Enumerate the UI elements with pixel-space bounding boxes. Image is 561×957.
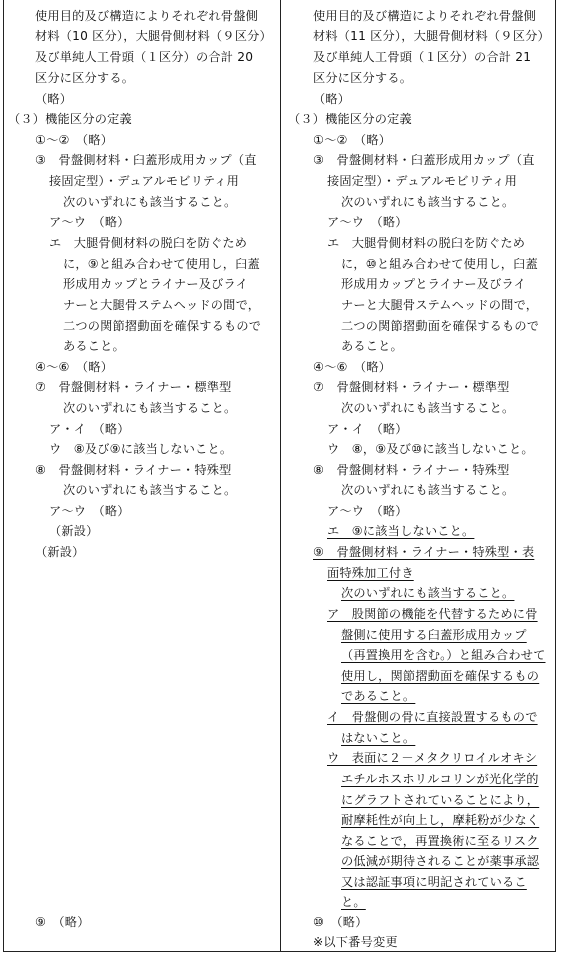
right-line: 二つの関節摺動面を確保するもので	[341, 319, 540, 333]
column-divider	[280, 0, 281, 952]
right-line: ⑧ 骨盤側材料・ライナー・特殊型	[313, 463, 510, 477]
right-line-new: はないこと。	[341, 731, 416, 745]
right-line: ナーと大腿骨ステムヘッドの間で，	[341, 298, 539, 312]
left-line: （３）機能区分の定義	[8, 112, 132, 126]
right-line: 次のいずれにも該当すること。	[341, 401, 515, 415]
right-line-new: ア 股関節の機能を代替するために骨	[327, 607, 538, 621]
left-line: ア・イ （略）	[49, 422, 130, 436]
left-line: 次のいずれにも該当すること。	[63, 195, 237, 209]
left-line: エ 大腿骨側材料の脱臼を防ぐため	[49, 236, 248, 250]
right-line-new: と。	[341, 895, 366, 909]
right-line: 使用目的及び構造によりそれぞれ骨盤側	[313, 9, 536, 23]
right-line: ①～② （略）	[313, 133, 392, 147]
left-line: （新設）	[49, 524, 99, 538]
right-line: （略）	[313, 92, 351, 106]
left-line: ア～ウ （略）	[49, 215, 130, 229]
right-line-new: ⑨ 骨盤側材料・ライナー・特殊型・表	[313, 545, 535, 559]
left-line: 区分に区分する。	[35, 71, 135, 85]
right-line-new: にグラフトされていることにより，	[341, 793, 540, 807]
left-line: 次のいずれにも該当すること。	[63, 483, 237, 497]
right-line-new: （再置換用を含む。）と組み合わせて	[341, 648, 546, 662]
right-line: あること。	[341, 339, 403, 353]
left-line: ⑨ （略）	[35, 915, 90, 929]
right-line: ※以下番号変更	[313, 935, 398, 949]
right-line-new: であること。	[341, 689, 416, 703]
right-line: エ 大腿骨側材料の脱臼を防ぐため	[327, 236, 526, 250]
left-line: ③ 骨盤側材料・臼蓋形成用カップ（直	[35, 153, 257, 167]
right-line-new: エチルホスホリルコリンが光化学的	[341, 772, 539, 786]
right-line: ③ 骨盤側材料・臼蓋形成用カップ（直	[313, 153, 535, 167]
right-line: 接固定型）・デュアルモビリティ用	[327, 174, 518, 188]
left-line: ア～ウ （略）	[49, 504, 130, 518]
right-line-new: 耐摩耗性が向上し，摩耗粉が少なく	[341, 813, 540, 827]
right-line: ア・イ （略）	[327, 422, 408, 436]
right-line-new: エ ⑨に該当しないこと。	[327, 524, 475, 538]
right-line-new: 使用し，関節摺動面を確保するもの	[341, 669, 540, 683]
right-line: 次のいずれにも該当すること。	[341, 483, 515, 497]
right-line: ア～ウ （略）	[327, 504, 408, 518]
right-line: （３）機能区分の定義	[288, 112, 412, 126]
left-line: ⑦ 骨盤側材料・ライナー・標準型	[35, 380, 232, 394]
left-line: に，⑨と組み合わせて使用し，臼蓋	[63, 257, 260, 271]
left-line: （新設）	[35, 545, 85, 559]
left-line: ④～⑥ （略）	[35, 360, 114, 374]
left-line: 及び単純人工骨頭（１区分）の合計 20	[35, 50, 254, 64]
left-line: ウ ⑧及び⑨に該当しないこと。	[49, 442, 233, 456]
left-line: 使用目的及び構造によりそれぞれ骨盤側	[35, 9, 258, 23]
right-line-new: の低減が期待されることが薬事承認	[341, 854, 540, 868]
left-line: ⑧ 骨盤側材料・ライナー・特殊型	[35, 463, 232, 477]
right-line-new: 面特殊加工付き	[327, 566, 414, 580]
right-line: ア～ウ （略）	[327, 215, 408, 229]
left-line: 次のいずれにも該当すること。	[63, 401, 237, 415]
left-line: ナーと大腿骨ステムヘッドの間で，	[63, 298, 261, 312]
right-line: 形成用カップとライナー及びライ	[341, 277, 526, 291]
right-line: 区分に区分する。	[313, 71, 413, 85]
left-line: 形成用カップとライナー及びライ	[63, 277, 248, 291]
left-line: 材料（10 区分），大腿骨側材料（９区分）	[35, 29, 272, 43]
right-line-new: なることで，再置換術に至るリスク	[341, 834, 539, 848]
right-line: 及び単純人工骨頭（１区分）の合計 21	[313, 50, 532, 64]
right-line: 次のいずれにも該当すること。	[341, 195, 515, 209]
right-line: ④～⑥ （略）	[313, 360, 392, 374]
right-line: ⑦ 骨盤側材料・ライナー・標準型	[313, 380, 510, 394]
left-line: 二つの関節摺動面を確保するもので	[63, 319, 262, 333]
right-line-new: 又は認証事項に明記されているこ	[341, 875, 527, 889]
right-line-new: イ 骨盤側の骨に直接設置するもので	[327, 710, 538, 724]
right-line-new: 盤側に使用する臼蓋形成用カップ	[341, 628, 527, 642]
right-line: 材料（11 区分），大腿骨側材料（９区分）	[313, 29, 550, 43]
right-line: ⑩ （略）	[313, 915, 368, 929]
left-line: あること。	[63, 339, 125, 353]
right-line-new: 次のいずれにも該当すること。	[341, 586, 515, 600]
right-line: ウ ⑧，⑨及び⑩に該当しないこと。	[327, 442, 534, 456]
right-line: に，⑩と組み合わせて使用し，臼蓋	[341, 257, 538, 271]
left-line: （略）	[35, 92, 73, 106]
left-line: ①～② （略）	[35, 133, 114, 147]
left-line: 接固定型）・デュアルモビリティ用	[49, 174, 240, 188]
right-line-new: ウ 表面に２－メタクリロイルオキシ	[327, 751, 538, 765]
